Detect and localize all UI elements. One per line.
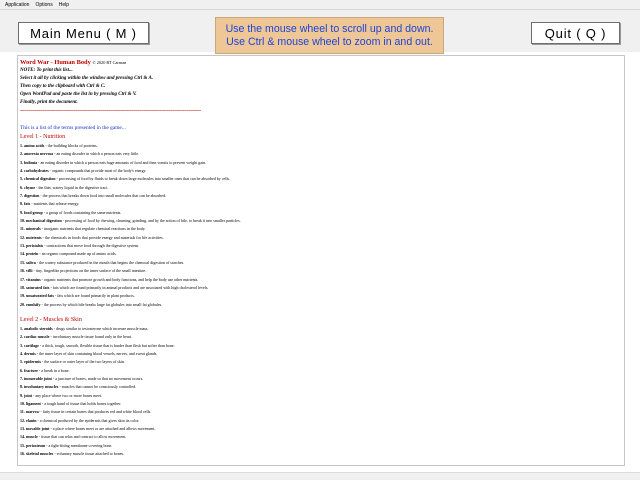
term-word: saturated fats [26,284,50,290]
term-entry [20,267,622,275]
term-definition: - a chemical produced by the epidermis that gives skin its color. [36,417,140,423]
term-number: 18. [20,284,25,290]
print-note-line: Open WordPad and paste the list in by pressing Ctrl & V. [20,92,137,97]
term-definition: - the process by which bile breaks large fat globules into small fat globules. [40,301,163,307]
term-word: nutrients [26,234,42,240]
copyright-text: © 2020 RT Carman [92,60,127,65]
term-number: 12. [20,234,25,240]
term-entry [20,367,622,375]
term-entry [20,192,622,200]
term-number: 9. [20,392,23,398]
term-number: 8. [20,201,23,207]
term-definition: - the process that breaks down food into small molecules that can be absorbed. [39,193,167,199]
term-definition: - an organic compound made up of amino acids. [38,251,117,257]
term-number: 3. [20,342,23,348]
term-entry [20,259,622,267]
document-title [20,58,622,67]
term-number: 7. [20,193,23,199]
term-entry [20,450,622,458]
term-word: joint [24,392,32,398]
term-definition: - organic compounds that provide most of the body's energy. [48,168,147,174]
term-number: 4. [20,168,23,174]
term-word: movable joint [26,426,50,431]
term-number: 4. [20,350,23,356]
term-number: 3. [20,159,23,165]
term-number: 15. [20,259,25,265]
levels-list [20,133,622,458]
term-definition: - a tough band of tissue that holds bones together. [40,400,122,406]
term-number: 5. [20,176,23,182]
term-word: cartilage [24,342,39,348]
term-entry [20,333,622,341]
menu-help[interactable]: Help [58,1,69,8]
main-menu-button[interactable]: Main Menu ( M ) [18,22,149,44]
term-number: 1. [20,325,23,331]
intro-text: This is a list of the terms presented in the game... [20,125,126,131]
term-number: 9. [20,209,23,215]
term-definition: - the thin, watery liquid in the digestive tract. [35,184,109,190]
term-word: fats [24,201,31,207]
term-number: 2. [20,151,23,157]
term-entry [20,167,622,175]
term-number: 16. [20,268,25,274]
menu-application[interactable]: Application [5,1,30,8]
term-word: involuntary muscles [24,384,59,390]
term-entry [20,342,622,350]
level-heading: Level 1 - Nutrition [20,134,66,140]
term-number: 7. [20,375,23,381]
term-definition: - drugs similar to testosterone which increase muscle mass. [52,325,149,331]
term-entry [20,284,622,292]
term-entry [20,184,622,192]
term-definition: - a tight-fitting membrane covering bone. [45,442,113,448]
term-definition: - an eating disorder in which a person eats very little. [53,151,140,157]
term-word: minerals [25,226,41,232]
term-definition: - fats which are found primarily in animal products and are associated with high cholesterol levels. [49,284,209,290]
term-word: cardiac muscle [24,334,50,340]
term-word: chyme [24,184,36,190]
print-note-line: Select it all by clicking within the window and pressing Ctrl & A. [20,76,154,81]
term-definition: - the surface or outer layer of the two layers of skin. [40,359,125,365]
term-entry [20,217,622,225]
term-entry [20,200,622,208]
term-number: 10. [20,218,25,224]
term-definition: - the chemicals in foods that provide energy and materials for life activities. [41,234,164,240]
term-definition: - fats which are found primarily in plant products. [53,293,135,299]
term-entry [20,209,622,217]
term-number: 1. [20,143,23,148]
quit-button[interactable]: Quit ( Q ) [531,22,620,44]
notice-line-1: Use the mouse wheel to scroll up and down. [225,22,434,35]
term-entry [20,242,622,250]
terms-document[interactable] [17,55,625,466]
term-word: dermis [24,350,36,356]
instructions-notice [215,17,444,54]
term-definition: - the inner layer of skin containing blood vessels, nerves, and sweat glands. [35,350,158,356]
term-entry [20,392,622,400]
term-word: bulimia [24,159,38,165]
term-number: 6. [20,367,23,373]
term-entry [20,417,622,425]
menu-options[interactable]: Options [35,1,53,8]
term-word: saliva [26,259,36,265]
term-word: epidermis [24,359,41,365]
term-definition: - the watery substance produced in the mouth that begins the chemical digestion of starches. [35,259,185,265]
term-entry [20,159,622,167]
term-definition: - any place where two or more bones meet. [32,392,102,398]
term-entry [20,234,622,242]
term-entry [20,383,622,391]
print-note-line: Finally, print the document. [20,100,78,105]
term-definition: - a place where bones meet or are attached and allows movement. [49,426,156,431]
term-definition: - the building blocks of proteins. [44,143,98,148]
term-entry [20,276,622,284]
term-definition: - tissue that can relax and contract to allow movement. [37,434,127,440]
term-entry [20,442,622,450]
term-definition: - a break in a bone. [37,367,70,373]
term-word: amino acids [24,143,45,148]
term-entry [20,358,622,366]
term-number: 16. [20,451,25,457]
term-number: 2. [20,334,23,340]
term-word: carbohydrates [24,168,49,174]
term-word: ligament [26,400,41,406]
term-number: 11. [20,409,25,415]
title-text: Word War - Human Body [20,59,91,66]
term-number: 8. [20,384,23,390]
menu-bar [0,0,640,10]
term-entry [20,142,622,150]
term-number: 14. [20,251,25,257]
term-word: chemical digestion [24,176,56,182]
term-definition: - tiny, fingerlike projections on the inner surface of the small intestine. [32,268,147,274]
term-word: protein [26,251,39,257]
term-entry [20,301,622,309]
term-word: mechanical digestion [26,218,62,224]
term-word: villi [26,268,33,274]
term-number: 5. [20,359,23,365]
term-entry [20,250,622,258]
term-entry [20,400,622,408]
term-word: vitamins [26,276,41,282]
term-definition: - inorganic nutrients that regulate chemical reactions in the body. [40,226,146,232]
term-entry [20,350,622,358]
term-word: emulsify [26,301,41,307]
term-entry [20,433,622,441]
term-word: muscle [26,434,38,440]
term-word: unsaturated fats [26,293,54,299]
term-number: 20. [20,301,25,307]
term-definition: - processing of food by fluids to break down large molecules into smaller ones that can be absorbed by cells. [55,176,231,182]
term-word: marrow [25,409,40,415]
term-definition: - a thick, tough, smooth, flexible tissue that is harder than flesh but softer than bone. [38,342,175,348]
term-word: anorexia nervosa [24,151,54,157]
term-definition: - organic nutrients that promote growth and body functions, and help the body use other nutrients. [40,276,199,282]
term-word: food group [24,209,43,215]
term-number: 11. [20,226,25,232]
separator-rule: ======================================================================================== [20,108,201,113]
horizontal-scrollbar[interactable] [0,472,640,480]
term-definition: - fatty tissue in certain bones that produces red and white blood cells. [39,409,152,415]
term-word: fracture [24,367,38,373]
level-heading: Level 2 - Muscles & Skin [20,316,82,323]
term-definition: - muscles that cannot be consciously controlled. [58,384,137,390]
term-entry [20,150,622,158]
term-number: 14. [20,434,25,440]
term-entry [20,325,622,333]
term-definition: - involuntary muscle tissue found only in the heart. [49,334,133,340]
term-word: skeletal muscles [26,451,54,457]
term-definition: - a group of foods containing the same nutrients. [42,209,122,215]
term-number: 17. [20,276,25,282]
term-entry [20,408,622,416]
print-note-line: Then copy to the clipboard with Ctrl & C. [20,84,106,89]
term-number: 12. [20,417,25,423]
term-number: 19. [20,293,25,299]
term-entry [20,175,622,183]
term-word: elanin [26,417,37,423]
term-entry [20,225,622,233]
term-entry [20,425,622,433]
term-definition: - nutrients that release energy. [30,201,80,207]
term-word: digestion [24,193,40,199]
toolbar [0,10,640,52]
term-word: immovable joint [24,375,52,381]
term-number: 13. [20,243,25,249]
term-word: anabolic steroids [24,325,53,331]
term-entry [20,375,622,383]
term-definition: - contractions that move food through the digestive system. [43,243,140,249]
notice-line-2: Use Ctrl & mouse wheel to zoom in and out. [226,35,433,48]
term-definition: - voluntary muscle tissue attached to bones. [53,451,125,457]
print-note-line: NOTE: To print this list... [20,68,73,73]
term-word: peristalsis [26,243,44,249]
term-number: 6. [20,184,23,190]
term-definition: - an eating disorder in which a person eats huge amounts of food and then vomits to prevent weight gain. [37,159,207,165]
term-number: 13. [20,426,25,431]
term-entry [20,292,622,300]
print-notes [20,67,622,107]
term-number: 10. [20,400,25,406]
term-definition: - a juncture of bones, made so that no movement occurs. [51,375,144,381]
term-definition: - processing of food by chewing, churning, grinding, and by the action of bile, to break it into smaller particles. [61,218,241,224]
term-word: periosteum [26,442,46,448]
term-number: 15. [20,442,25,448]
